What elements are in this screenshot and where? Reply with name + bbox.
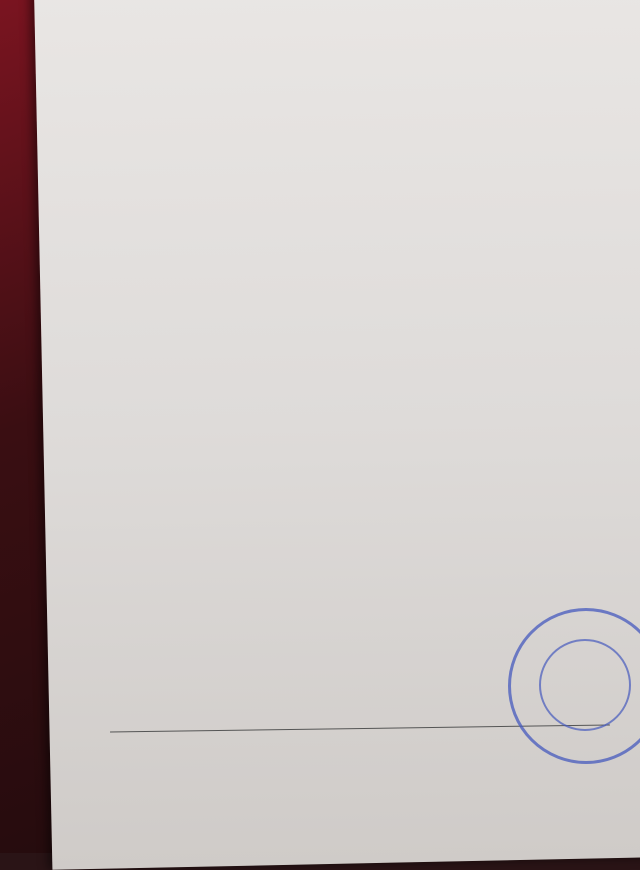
stamp-inner-ring bbox=[539, 639, 631, 731]
